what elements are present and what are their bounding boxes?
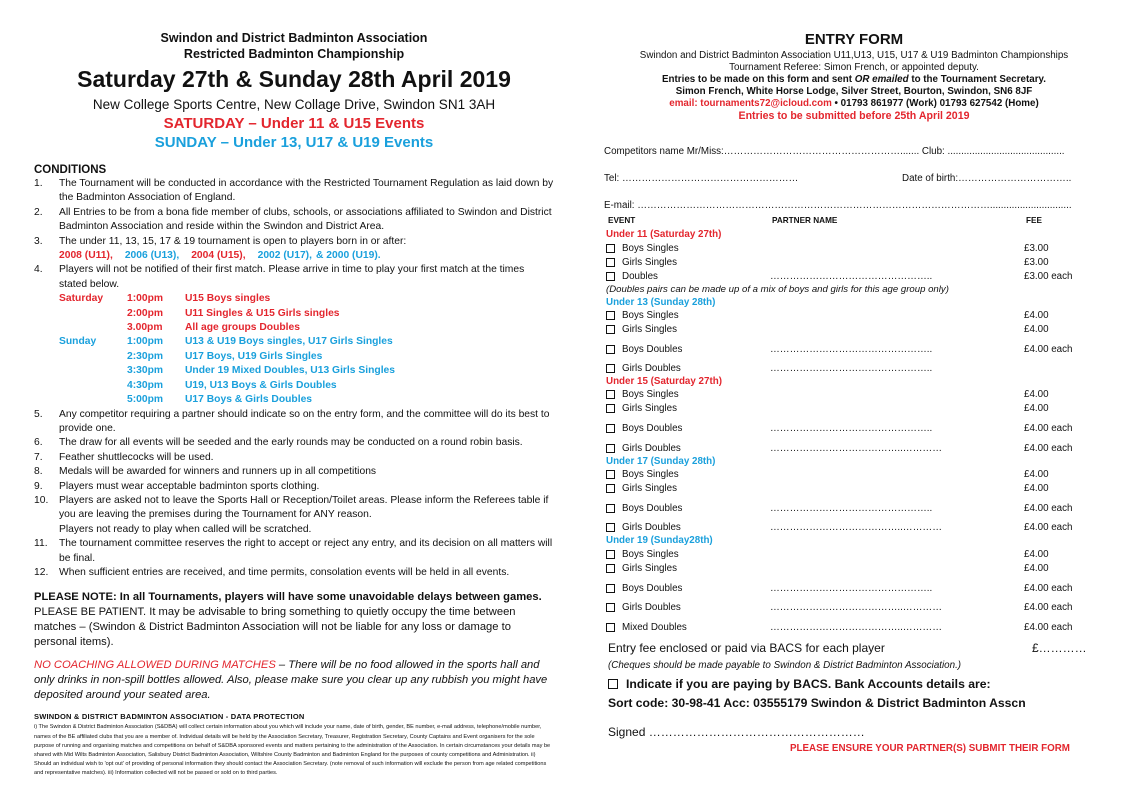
referee-line: Tournament Referee: Simon French, or appointed deputy.	[729, 62, 979, 73]
event-fee: £4.00 each	[1024, 503, 1073, 514]
condition-text: The Tournament will be conducted in accordance with the Restricted Tournament Regulation as laid down by the Badminton Association of England.	[59, 178, 554, 204]
col-event: EVENT	[608, 216, 636, 225]
event-row[interactable]	[604, 622, 1084, 635]
event-row[interactable]	[604, 310, 1084, 323]
condition-text: The under 11, 13, 15, 17 & 19 tournament is open to players born in or after:	[59, 235, 407, 247]
event-fee: £3.00	[1024, 243, 1049, 254]
condition-text: The draw for all events will be seeded and the early rounds may be conducted on a round robin basis.	[59, 437, 523, 449]
condition-number: 8.	[34, 466, 43, 478]
no-coaching-text: – There will be no food allowed in the sports hall and only drinks in non-spill bottles allowed. Also, please make sure you clear up any rubbish you might have deposited around your seated area.	[34, 659, 548, 702]
event-row[interactable]	[604, 583, 1084, 596]
dob-field[interactable]: Date of birth:……………………………..	[902, 173, 1072, 184]
condition-item	[34, 206, 554, 235]
checkbox[interactable]	[606, 603, 615, 612]
cheque-note: (Cheques should be made payable to Swindon & District Badminton Association.)	[608, 660, 962, 671]
year-u11: 2008 (U11),	[59, 250, 113, 262]
submission-deadline: Entries to be submitted before 25th April 2019	[738, 110, 970, 122]
schedule-time: 1:00pm	[127, 336, 164, 348]
event-row[interactable]	[604, 403, 1084, 416]
event-row[interactable]	[604, 522, 1084, 535]
event-fee: £4.00 each	[1024, 583, 1073, 594]
instruction-part: to the Tournament Secretary.	[908, 74, 1046, 85]
event-row[interactable]	[604, 423, 1084, 436]
schedule-event: U17 Boys & Girls Doubles	[185, 394, 313, 406]
col-fee: FEE	[1026, 216, 1042, 225]
event-label: Girls Doubles	[622, 522, 681, 533]
condition-item	[34, 523, 554, 537]
schedule-day: Sunday	[59, 336, 97, 348]
partner-name-field[interactable]: …………………………………………..	[770, 344, 933, 355]
event-label: Boys Doubles	[622, 583, 683, 594]
event-label: Girls Doubles	[622, 363, 681, 374]
condition-text: Players will not be notified of their first match. Please arrive in time to play your first match at the times stated below.	[59, 264, 525, 290]
condition-item	[34, 494, 554, 523]
schedule-event: U19, U13 Boys & Girls Doubles	[185, 379, 337, 391]
schedule-day	[59, 379, 127, 393]
condition-text: All Entries to be from a bona fide member of clubs, schools, or associations affiliated to Swindon and District Badminton Association and reside within the Swindon and District Area.	[59, 206, 552, 233]
contact-line	[604, 98, 1104, 110]
checkbox[interactable]	[606, 390, 615, 399]
bank-details: Sort code: 30-98-41 Acc: 03555179 Swindon & District Badminton Asscn	[608, 696, 1026, 710]
signature-field[interactable]: Signed ………………………………………………	[608, 725, 865, 739]
schedule-time: 5:00pm	[127, 394, 164, 406]
bacs-indicator[interactable]	[608, 677, 991, 691]
event-fee: £3.00	[1024, 257, 1049, 268]
col-partner: PARTNER NAME	[772, 216, 838, 225]
condition-item	[34, 235, 554, 249]
event-label: Boys Singles	[622, 549, 679, 560]
sunday-events: SUNDAY – Under 13, U17 & U19 Events	[154, 134, 434, 151]
note-bold: PLEASE NOTE: In all Tournaments, players will have some unavoidable delays between games.	[34, 591, 542, 604]
schedule-time: 3:30pm	[127, 365, 164, 377]
instruction-part: Entries to be made on this form and sent	[662, 74, 855, 85]
event-label: Girls Doubles	[622, 443, 681, 454]
schedule-day	[59, 350, 127, 364]
condition-item	[34, 263, 554, 292]
condition-text: Feather shuttlecocks will be used.	[59, 451, 214, 463]
conditions-column	[34, 30, 554, 779]
schedule-event: U13 & U19 Boys singles, U17 Girls Singles	[185, 336, 393, 348]
event-fee: £4.00 each	[1024, 443, 1073, 454]
condition-number: 12.	[34, 566, 49, 578]
venue: New College Sports Centre, New Collage Drive, Swindon SN1 3AH	[92, 97, 496, 112]
championship-line: Swindon and District Badminton Association U11,U13, U15, U17 & U19 Badminton Championships	[639, 50, 1069, 61]
condition-number: 7.	[34, 451, 43, 463]
event-row[interactable]	[604, 549, 1084, 562]
partner-name-field[interactable]: …………………………………..…………	[770, 602, 942, 613]
year-u15: 2004 (U15),	[191, 250, 246, 262]
event-row[interactable]	[604, 469, 1084, 482]
event-fee: £3.00 each	[1024, 271, 1073, 282]
event-fee: £4.00 each	[1024, 602, 1073, 613]
entry-form-header	[604, 30, 1104, 123]
saturday-events: SATURDAY – Under 11 & U15 Events	[163, 115, 425, 132]
birth-years	[34, 249, 554, 263]
event-label: Girls Singles	[622, 483, 677, 494]
event-label: Boys Doubles	[622, 423, 683, 434]
group-under-17: Under 17 (Sunday 28th)	[606, 456, 716, 467]
event-label: Boys Doubles	[622, 344, 683, 355]
schedule-event: All age groups Doubles	[185, 322, 300, 334]
schedule-time: 1:00pm	[127, 293, 164, 305]
event-label: Boys Singles	[622, 310, 679, 321]
checkbox[interactable]	[606, 564, 615, 573]
event-label: Boys Doubles	[622, 503, 683, 514]
condition-item	[34, 465, 554, 479]
entry-form-title: ENTRY FORM	[804, 31, 904, 48]
year-u19: & 2000 (U19).	[315, 250, 381, 262]
event-row[interactable]	[604, 363, 1084, 376]
tel-field[interactable]: Tel: ………………………………………………	[604, 173, 799, 184]
event-label: Girls Singles	[622, 257, 677, 268]
partner-name-field[interactable]: …………………………………………..	[770, 583, 933, 594]
condition-text: Players not ready to play when called will be scratched.	[59, 523, 312, 535]
schedule-event: Under 19 Mixed Doubles, U13 Girls Singles	[185, 365, 396, 377]
checkbox[interactable]	[606, 325, 615, 334]
year-u17: 2002 (U17),	[257, 250, 312, 262]
event-row[interactable]	[604, 271, 1084, 284]
condition-text: Any competitor requiring a partner should indicate so on the entry form, and the committee will do its best to provide one.	[59, 408, 550, 434]
doubles-pairs-note: (Doubles pairs can be made up of a mix of boys and girls for this age group only)	[606, 284, 949, 295]
partner-name-field[interactable]: …………………………………..…………	[770, 522, 942, 533]
event-label: Boys Singles	[622, 469, 679, 480]
event-label: Mixed Doubles	[622, 622, 687, 633]
checkbox[interactable]	[606, 272, 615, 281]
partner-name-field[interactable]: …………………………………..…………	[770, 622, 942, 633]
condition-item	[34, 537, 554, 566]
group-under-19: Under 19 (Sunday28th)	[606, 535, 713, 546]
please-note	[34, 590, 554, 650]
checkbox[interactable]	[606, 311, 615, 320]
event-fee: £4.00 each	[1024, 522, 1073, 533]
event-fee: £4.00	[1024, 563, 1049, 574]
schedule-event: U15 Boys singles	[185, 293, 271, 305]
condition-text: Medals will be awarded for winners and runners up in all competitions	[59, 466, 377, 478]
entry-fee-total-field[interactable]: £…………	[1032, 641, 1087, 655]
condition-number	[34, 523, 59, 537]
bacs-checkbox[interactable]	[608, 679, 618, 689]
event-label: Girls Singles	[622, 563, 677, 574]
event-fee: £4.00	[1024, 324, 1049, 335]
schedule-time: 2:30pm	[127, 350, 164, 362]
event-label: Boys Singles	[622, 243, 679, 254]
year-u13: 2006 (U13),	[124, 250, 180, 262]
entry-form	[604, 30, 1104, 770]
conditions-list	[34, 177, 554, 580]
group-under-11: Under 11 (Saturday 27th)	[606, 229, 722, 240]
partner-name-field[interactable]: …………………………………………..	[770, 423, 933, 434]
no-coaching-notice	[34, 658, 554, 703]
event-row[interactable]	[604, 257, 1084, 270]
championship-name: Restricted Badminton Championship	[183, 47, 405, 61]
condition-text: Players are asked not to leave the Sports Hall or Reception/Toilet areas. Please inform the Referees table if you are leaving the premises during the Tournament for ANY reason.	[59, 494, 549, 521]
checkbox[interactable]	[606, 244, 615, 253]
condition-number: 10.	[34, 494, 49, 506]
entries-instruction	[604, 74, 1104, 86]
event-label: Doubles	[622, 271, 658, 282]
checkbox[interactable]	[606, 345, 615, 354]
conditions-title: CONDITIONS	[34, 164, 107, 176]
checkbox[interactable]	[606, 470, 615, 479]
event-fee: £4.00 each	[1024, 423, 1073, 434]
schedule-event: U17 Boys, U19 Girls Singles	[185, 350, 323, 362]
condition-number: 5.	[34, 408, 43, 420]
secretary-address: Simon French, White Horse Lodge, Silver Street, Bourton, Swindon, SN6 8JF	[675, 86, 1033, 97]
schedule-time: 3.00pm	[127, 322, 163, 334]
association-name: Swindon and District Badminton Association	[160, 31, 428, 45]
schedule-time: 2:00pm	[127, 307, 164, 319]
instruction-emphasis: OR emailed	[854, 74, 909, 85]
condition-item	[34, 436, 554, 450]
event-label: Girls Singles	[622, 403, 677, 414]
email-field[interactable]: E-mail: ………………………………………………………………………………………………..............................	[604, 200, 1072, 211]
checkbox[interactable]	[606, 504, 615, 513]
event-fee: £4.00	[1024, 403, 1049, 414]
group-under-13: Under 13 (Sunday 28th)	[606, 297, 716, 308]
checkbox[interactable]	[606, 444, 615, 453]
event-row[interactable]	[604, 503, 1084, 516]
condition-number: 3.	[34, 235, 43, 247]
condition-item	[34, 408, 554, 437]
condition-text: When sufficient entries are received, and time permits, consolation events will be held in all events.	[59, 566, 510, 578]
event-row[interactable]	[604, 483, 1084, 496]
schedule-event: U11 Singles & U15 Girls singles	[185, 307, 340, 319]
checkbox[interactable]	[606, 364, 615, 373]
event-row[interactable]	[604, 324, 1084, 337]
condition-number: 2.	[34, 206, 43, 218]
entry-fee-label: Entry fee enclosed or paid via BACS for each player	[608, 641, 885, 655]
event-row[interactable]	[604, 443, 1084, 456]
event-fee: £4.00 each	[1024, 344, 1073, 355]
schedule-day	[59, 321, 127, 335]
event-row[interactable]	[604, 243, 1084, 256]
event-fee: £4.00 each	[1024, 622, 1073, 633]
entry-fee-line	[608, 641, 1098, 655]
checkbox[interactable]	[606, 623, 615, 632]
event-row[interactable]	[604, 563, 1084, 576]
no-coaching-heading: NO COACHING ALLOWED DURING MATCHES	[34, 659, 276, 672]
schedule-day	[59, 393, 127, 407]
data-protection-title: SWINDON & DISTRICT BADMINTON ASSOCIATION - DATA PROTECTION	[34, 712, 305, 722]
schedule-time: 4:30pm	[127, 379, 164, 391]
condition-number: 1.	[34, 178, 43, 189]
checkbox[interactable]	[606, 404, 615, 413]
condition-number: 4.	[34, 264, 43, 276]
schedule-day	[59, 364, 127, 378]
bacs-label: Indicate if you are paying by BACS. Bank Accounts details are:	[626, 677, 991, 691]
event-row[interactable]	[604, 389, 1084, 402]
schedule	[34, 292, 554, 407]
checkbox[interactable]	[606, 523, 615, 532]
condition-text: Players must wear acceptable badminton sports clothing.	[59, 480, 320, 492]
event-label: Girls Doubles	[622, 602, 681, 613]
partner-form-warning: PLEASE ENSURE YOUR PARTNER(S) SUBMIT THEIR FORM	[790, 743, 1070, 754]
partner-name-field[interactable]: …………………………………………..	[770, 363, 933, 374]
event-row[interactable]	[604, 344, 1084, 357]
condition-number: 11.	[34, 538, 48, 550]
condition-item	[34, 566, 554, 580]
checkbox[interactable]	[606, 424, 615, 433]
condition-number: 6.	[34, 437, 43, 449]
partner-name-field[interactable]: …………………………………..…………	[770, 443, 942, 454]
event-date: Saturday 27th & Sunday 28th April 2019	[77, 66, 511, 92]
event-fee: £4.00	[1024, 310, 1049, 321]
schedule-day	[59, 307, 127, 321]
condition-item	[34, 451, 554, 465]
partner-name-field[interactable]: …………………………………………..	[770, 503, 933, 514]
event-fee: £4.00	[1024, 483, 1049, 494]
competitor-name-field[interactable]: Competitors name Mr/Miss:………………………………………………....... Club: ...........................................	[604, 146, 1065, 157]
event-fee: £4.00	[1024, 389, 1049, 400]
checkbox[interactable]	[606, 484, 615, 493]
condition-number: 9.	[34, 480, 43, 492]
condition-item	[34, 177, 554, 206]
contact-phones: • 01793 861977 (Work) 01793 627542 (Home)	[831, 98, 1039, 109]
partner-name-field[interactable]: …………………………………………..	[770, 271, 933, 282]
condition-text: The tournament committee reserves the right to accept or reject any entry, and its decision on all matters will be final.	[59, 538, 553, 564]
event-fee: £4.00	[1024, 469, 1049, 480]
header	[34, 30, 554, 152]
schedule-day: Saturday	[59, 293, 104, 305]
group-under-15: Under 15 (Saturday 27th)	[606, 376, 722, 387]
checkbox[interactable]	[606, 550, 615, 559]
checkbox[interactable]	[606, 584, 615, 593]
data-protection-text: i) The Swindon & District Badminton Association (S&DBA) will collect certain information about you which will include your name, date of birth, gender, BE number, e-mail address, telephone/mobile number, names of the BE affiliated clubs that you are a member of. Individual details will be held by the Association Secretary, Treasurer, Registration Secretary, County Captains and Event organisers for the sole purpose of running and organising matches and competitions on behalf of S&DBA sponsored events and matters pertaining to the administration of the Association. In certain circumstances your details may be shared with Mid Wilts Badminton Association, Salisbury District Badminton Association, Wiltshire County Badminton and Badminton England for the purposes of county competitions and Administration. ii) Should an individual wish to 'opt out' of providing of personal information they should contact the Association Secretary. (note removal of such information will exclude the person from age related competitions and representative matches). iii) Information collected will not be passed or sold on to third parties.	[34, 724, 551, 777]
event-label: Girls Singles	[622, 324, 677, 335]
condition-item	[34, 480, 554, 494]
contact-email[interactable]: email: tournaments72@icloud.com	[669, 98, 832, 109]
note-text: PLEASE BE PATIENT. It may be advisable to bring something to quietly occupy the time between matches – (Swindon & District Badminton Association will not be liable for any loss or damage to personal items).	[34, 606, 516, 649]
event-row[interactable]	[604, 602, 1084, 615]
checkbox[interactable]	[606, 258, 615, 267]
event-label: Boys Singles	[622, 389, 679, 400]
event-fee: £4.00	[1024, 549, 1049, 560]
